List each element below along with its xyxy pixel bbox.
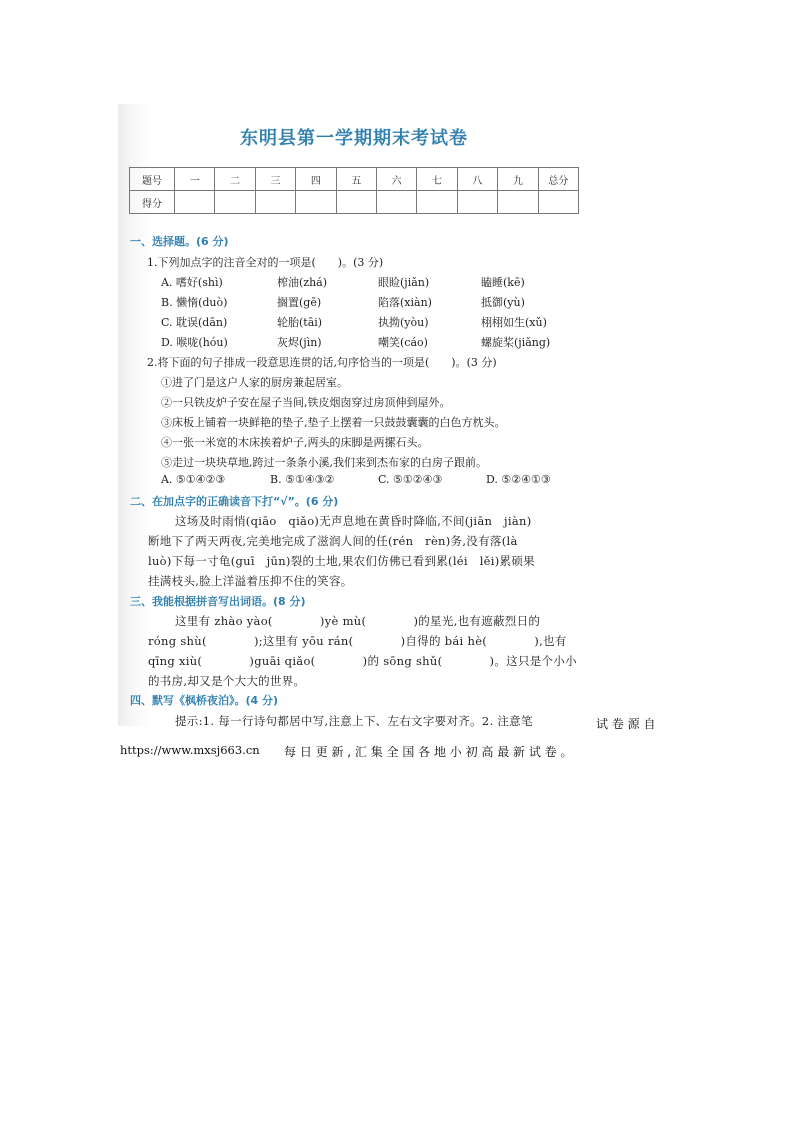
score-table-header-row [130,168,579,191]
score-input-cell[interactable] [215,191,255,214]
sentence-item: ①进了门是这户人家的厨房兼起居室。 [161,376,348,389]
option-item: 眼睑(jiǎn) [378,276,430,289]
option-item: D. ⑤②④①③ [486,473,551,486]
score-input-cell[interactable] [255,191,295,214]
paragraph-line: qīng xiù( )guāi qiǎo( )的 sōng shǔ( )。这只是个小小 [148,654,577,668]
exam-title: 东明县第一学期期末考试卷 [240,128,468,149]
score-input-cell[interactable] [376,191,416,214]
score-table-cell: 题号 [130,168,175,191]
paragraph-line: 这里有 zhào yào( )yè mù( )的星光,也有遮蔽烈日的 [175,614,541,628]
score-input-cell[interactable] [296,191,336,214]
option-item: 螺旋桨(jiǎng) [481,336,551,349]
option-item: 瞌睡(kē) [481,276,525,289]
option-item: 搁置(gē) [277,296,322,309]
option-item: D. 喉咙(hóu) [161,336,228,349]
score-input-cell[interactable] [417,191,457,214]
paragraph-line: 挂满枝头,脸上洋溢着压抑不住的笑容。 [148,574,353,588]
paragraph-line: luò)下每一寸龟(guī jūn)裂的土地,果农们仿佛已看到累(léi lěi)累硕果 [148,554,535,568]
sentence-item: ⑤走过一块块草地,跨过一条条小溪,我们来到杰布家的白房子跟前。 [161,456,487,469]
source-prefix: 试 卷 源 自 [596,717,656,731]
sentence-item: ④一张一米宽的木床挨着炉子,两头的床脚是两摞石头。 [161,436,429,449]
score-table-cell: 得分 [130,191,175,214]
score-table-cell: 七 [417,168,457,191]
score-table-cell: 八 [457,168,497,191]
section-heading: 二、在加点字的正确读音下打“√”。(6 分) [130,495,339,508]
footer-slogan: 每 日 更 新 , 汇 集 全 国 各 地 小 初 高 最 新 试 卷 。 [284,745,573,759]
option-item: 执拗(yòu) [378,316,429,329]
score-table-cell: 二 [215,168,255,191]
score-table-cell: 四 [296,168,336,191]
option-item: 榨油(zhá) [277,276,328,289]
option-item: 嘲笑(cáo) [378,336,428,349]
score-table-cell: 三 [255,168,295,191]
score-table-cell: 五 [336,168,376,191]
option-item: B. 懒惰(duò) [161,296,228,309]
score-table [129,167,579,214]
question-stem: 2.将下面的句子排成一段意思连贯的话,句序恰当的一项是( )。(3 分) [147,356,497,369]
option-item: 栩栩如生(xǔ) [481,316,547,329]
sentence-item: ③床板上铺着一块鲜艳的垫子,垫子上摆着一只鼓鼓囊囊的白色方枕头。 [161,416,506,429]
option-item: 陷落(xiàn) [378,296,432,309]
option-item: B. ⑤①④③② [270,473,335,486]
paragraph-line: 断地下了两天两夜,完美地完成了滋润人间的任(rén rèn)务,没有落(là [148,534,518,548]
score-table-score-row [130,191,579,214]
option-item: C. 耽误(dān) [161,316,228,329]
option-item: A. 嗜好(shì) [161,276,223,289]
option-item: A. ⑤①④②③ [161,473,226,486]
option-item: C. ⑤①②④③ [378,473,443,486]
score-input-cell[interactable] [175,191,215,214]
score-input-cell[interactable] [336,191,376,214]
section-heading: 一、选择题。(6 分) [130,235,229,248]
score-table-cell: 总分 [538,168,578,191]
score-input-cell[interactable] [498,191,538,214]
paragraph-line: róng shù( );这里有 yōu rán( )自得的 bái hè( ),也有 [148,634,567,648]
section-heading: 四、默写《枫桥夜泊》。(4 分) [130,694,279,707]
score-table-cell: 一 [175,168,215,191]
score-table-cell: 九 [498,168,538,191]
question-stem: 1.下列加点字的注音全对的一项是( )。(3 分) [147,256,384,269]
tip-line: 提示:1. 每一行诗句都居中写,注意上下、左右文字要对齐。2. 注意笔 [175,714,533,728]
sentence-item: ②一只铁皮炉子安在屋子当间,铁皮烟囱穿过房顶伸到屋外。 [161,396,451,409]
section-heading: 三、我能根据拼音写出词语。(8 分) [130,595,306,608]
option-item: 轮胎(tāi) [277,316,323,329]
option-item: 抵御(yù) [481,296,525,309]
score-table-cell: 六 [376,168,416,191]
score-input-cell[interactable] [538,191,578,214]
option-item: 灰烬(jìn) [277,336,322,349]
source-url-link[interactable]: https://www.mxsj663.cn [120,743,260,757]
score-input-cell[interactable] [457,191,497,214]
paragraph-line: 这场及时雨悄(qiāo qiǎo)无声息地在黄昏时降临,不间(jiān jiàn) [175,514,532,528]
paragraph-line: 的书房,却又是个大大的世界。 [148,674,306,688]
